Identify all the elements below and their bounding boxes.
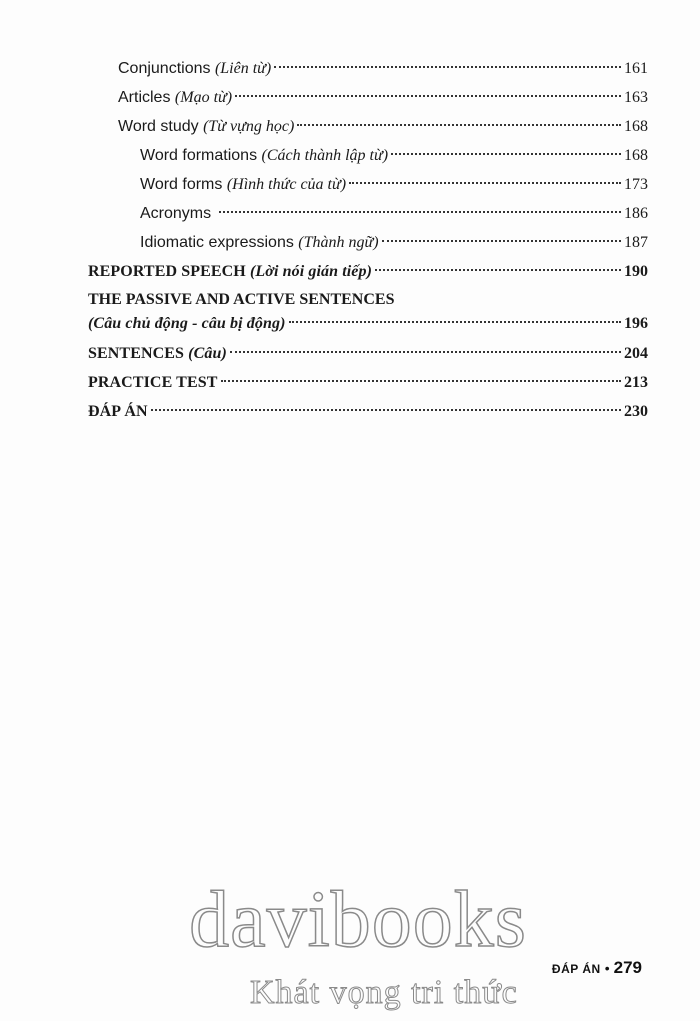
dot-leader: [230, 351, 621, 353]
toc-page-number: 163: [624, 89, 648, 106]
footer-section-title: ĐÁP ÁN: [551, 962, 601, 976]
watermark-slogan: Khát vọng tri thức: [250, 974, 518, 1011]
toc-entry-word-study[interactable]: [88, 112, 648, 141]
toc-entry-title: ĐÁP ÁN: [88, 403, 148, 420]
dot-leader: [391, 153, 621, 155]
dot-leader: [289, 321, 622, 323]
toc-entry-title: SENTENCES (Câu): [88, 345, 227, 362]
dot-leader: [349, 182, 621, 184]
footer-bullet: •: [604, 960, 610, 976]
dot-leader: [221, 380, 622, 382]
toc-entry-articles[interactable]: [88, 83, 648, 112]
toc-entry-title: (Câu chủ động - câu bị động): [88, 315, 286, 332]
toc-entry-sentences[interactable]: [88, 339, 648, 368]
toc-entry-title: PRACTICE TEST: [88, 374, 218, 391]
toc-entry-passive-active[interactable]: [88, 313, 648, 339]
toc-page-number: 230: [624, 403, 648, 420]
toc-entry-dap-an[interactable]: [88, 397, 648, 426]
dot-leader: [382, 240, 621, 242]
table-of-contents: [88, 54, 648, 426]
toc-entry-acronyms[interactable]: [88, 199, 648, 228]
toc-entry-title: Word study (Từ vựng học): [118, 118, 295, 135]
dot-leader: [274, 66, 621, 68]
toc-entry-title: Idiomatic expressions (Thành ngữ): [140, 234, 379, 251]
dot-leader: [375, 269, 621, 271]
toc-entry-title: Acronyms: [140, 205, 212, 222]
toc-entry-title: Conjunctions (Liên từ): [118, 60, 272, 77]
toc-page-number: 213: [624, 374, 648, 391]
toc-entry-title: REPORTED SPEECH (Lời nói gián tiếp): [88, 263, 373, 280]
page-footer: [552, 958, 642, 978]
toc-page-number: 168: [624, 118, 648, 135]
toc-entry-passive-active-heading[interactable]: THE PASSIVE AND ACTIVE SENTENCES: [88, 291, 395, 308]
toc-page-number: 168: [624, 147, 648, 164]
dot-leader: [235, 95, 621, 97]
toc-page-number: 187: [624, 234, 648, 251]
footer-page-number: 279: [613, 958, 642, 977]
toc-page-number: 190: [624, 263, 648, 280]
toc-entry-word-forms[interactable]: [88, 170, 648, 199]
toc-page-number: 161: [624, 60, 648, 77]
toc-entry-title: Articles (Mạo từ): [118, 89, 233, 106]
davibooks-watermark: davibooks: [189, 876, 527, 964]
dot-leader: [297, 124, 621, 126]
toc-entry-reported-speech[interactable]: [88, 257, 648, 286]
toc-entry-practice-test[interactable]: [88, 368, 648, 397]
toc-entry-title: Word formations (Cách thành lập từ): [140, 147, 389, 164]
toc-entry-title: Word forms (Hình thức của từ): [140, 176, 347, 193]
toc-entry-conjunctions[interactable]: [88, 54, 648, 83]
dot-leader: [151, 409, 621, 411]
toc-page-number: 186: [624, 205, 648, 222]
toc-page-number: 196: [624, 315, 648, 332]
toc-entry-word-formations[interactable]: [88, 141, 648, 170]
toc-entry-idiomatic-expressions[interactable]: [88, 228, 648, 257]
toc-page-number: 173: [624, 176, 648, 193]
dot-leader: [219, 211, 621, 213]
toc-page-number: 204: [624, 345, 648, 362]
